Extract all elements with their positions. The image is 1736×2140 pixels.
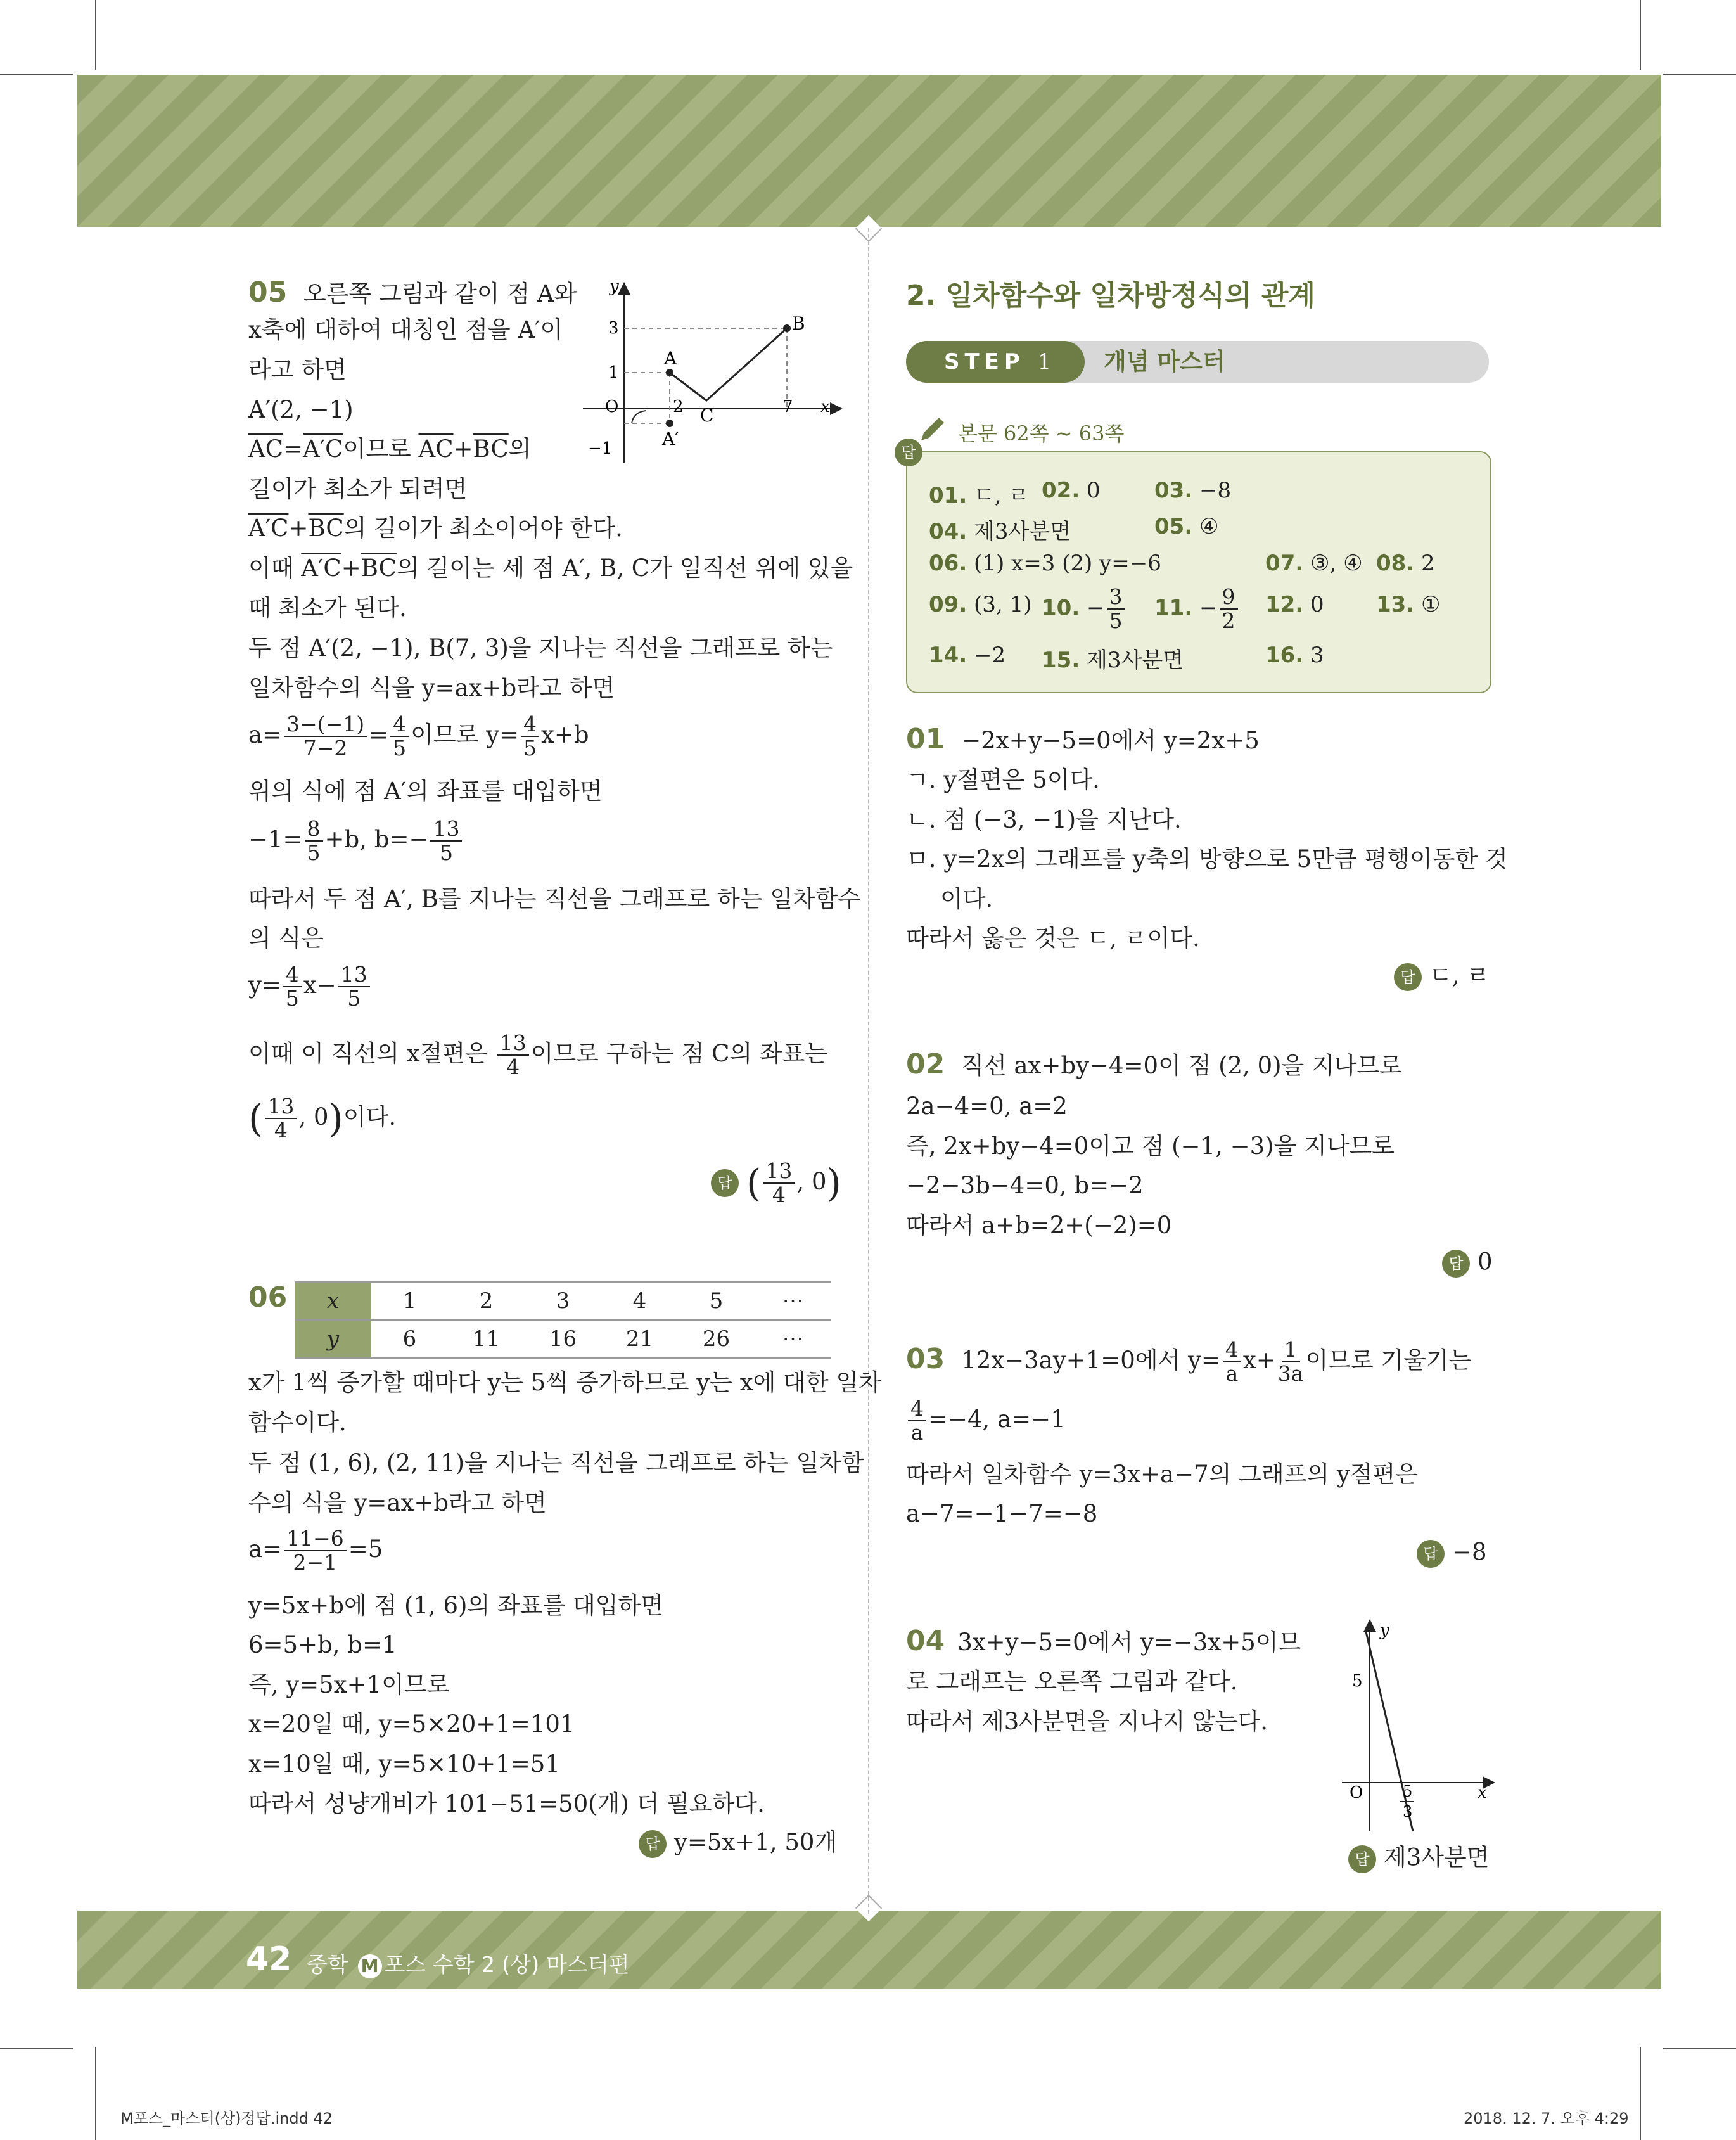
graph-04 [1337, 1619, 1495, 1835]
text-line: 라고 하면 [248, 356, 347, 383]
text-line: 두 점 A′(2, −1), B(7, 3)을 지나는 직선을 그래프로 하는 [248, 634, 833, 662]
crop-mark [1640, 0, 1641, 70]
svg-text:7: 7 [782, 397, 793, 416]
crop-mark [0, 2048, 73, 2049]
text-line: 이때 $A'C+\overline{BC}$의 길이는 세 점 A′, B, C가 일직선 위에 있을 [248, 554, 853, 582]
answer-badge: 답 [1394, 963, 1422, 991]
text-line: 6=5+b, b=1 [248, 1631, 397, 1658]
crop-mark [95, 2047, 96, 2140]
text-line: x=20일 때, y=5×20+1=101 [248, 1710, 575, 1738]
book-title: 중학 M 포스 수학 2 (상) 마스터편 [307, 1952, 630, 1978]
problem-01-line1: 01 −2x+y−5=0에서 y=2x+5 [906, 723, 1260, 755]
text-line: ㄱ. y절편은 5이다. [906, 766, 1100, 793]
text-line: a−7=−1−7=−8 [906, 1500, 1098, 1527]
svg-text:y: y [1380, 1621, 1389, 1640]
text-line: 따라서 제3사분면을 지나지 않는다. [906, 1708, 1268, 1735]
formula-line: −1= $\frac{8}{5}$ +b, b=− $\frac{13}{5}$ [248, 817, 464, 865]
svg-text:−1: −1 [588, 439, 613, 458]
section-title: 2. 일차함수와 일차방정식의 관계 [906, 279, 1315, 312]
svg-text:3: 3 [608, 319, 619, 338]
table-row: x 1 2 3 4 5 ⋯ [295, 1282, 831, 1320]
formula-line: $\frac{4}{a}$ =−4, a=−1 [906, 1397, 1066, 1445]
crop-mark [0, 74, 73, 75]
svg-text:5: 5 [1403, 1783, 1413, 1800]
text-line: 두 점 (1, 6), (2, 11)을 지나는 직선을 그래프로 하는 일차함 [248, 1449, 864, 1477]
problem-number: 05 [248, 276, 288, 309]
table-row: y 6 11 16 21 26 ⋯ [295, 1320, 831, 1358]
text-line: 따라서 성냥개비가 101−51=50(개) 더 필요하다. [248, 1790, 765, 1817]
text-line: 따라서 a+b=2+(−2)=0 [906, 1212, 1172, 1239]
print-file-info: M포스_마스터(상)정답.indd 42 [120, 2110, 333, 2127]
page-reference: 본문 62쪽 ~ 63쪽 [958, 421, 1125, 445]
answer-03: 답 −8 [1417, 1540, 1487, 1568]
svg-text:B: B [792, 313, 805, 334]
crop-mark [1663, 2048, 1736, 2049]
answer-badge: 답 [639, 1830, 667, 1858]
text-line: 즉, y=5x+1이므로 [248, 1671, 450, 1698]
column-divider [868, 228, 869, 1914]
text-line: ㄴ. 점 (−3, −1)을 지난다. [906, 806, 1182, 833]
answer-badge: 답 [1417, 1540, 1445, 1568]
svg-text:3: 3 [1403, 1803, 1413, 1821]
answer-badge: 답 [711, 1169, 739, 1197]
formula-line: 이때 이 직선의 x절편은 $\frac{13}{4}$ 이므로 구하는 점 C의 좌표는 [248, 1030, 828, 1080]
text-line: x=10일 때, y=5×10+1=51 [248, 1750, 560, 1778]
answer-06: 답 y=5x+1, 50개 [639, 1830, 837, 1858]
problem-02-line1: 02 직선 ax+by−4=0이 점 (2, 0)을 지나므로 [906, 1048, 1403, 1080]
crop-mark [95, 0, 96, 70]
crop-mark [1640, 2047, 1641, 2140]
text-line: 따라서 두 점 A′, B를 지나는 직선을 그래프로 하는 일차함수 [248, 885, 861, 913]
problem-03-line1: 03 12x−3ay+1=0에서 y= $\frac{4}{a}$ x+ $\frac{1}{3a}$ 이므로 기울기는 [906, 1337, 1472, 1387]
problem-05-line1: 05 오른쪽 그림과 같이 점 A와 [248, 276, 577, 309]
svg-text:1: 1 [608, 363, 619, 382]
svg-text:C: C [700, 405, 714, 426]
problem-04-line1: 04 3x+y−5=0에서 y=−3x+5이므 [906, 1625, 1301, 1657]
text-line: 수의 식을 y=ax+b라고 하면 [248, 1489, 547, 1516]
answer-badge: 답 [1442, 1250, 1470, 1278]
step-label: 개념 마스터 [1104, 348, 1225, 375]
text-line: $A'C+\overline{BC}$의 길이가 최소이어야 한다. [248, 515, 623, 542]
value-table [295, 1281, 831, 1359]
text-line: 2a−4=0, a=2 [906, 1092, 1068, 1120]
answer-05: 답 ( $\frac{13}{4}$ , 0) [711, 1160, 841, 1207]
answer-box: 답 01. ㄷ, ㄹ 02. 0 03. −8 04. 제3사분면 05. ④ 06. (1) x=3 (2) y=−6 07. ③, ④ 08. 2 09. (3, 1) 10. − $\frac{3}{5}$ 11. − $\frac{9}{2}$ 12. 0 13. ① 14. −2 15. 제3사분면 16. 3 [906, 451, 1491, 693]
text-line: ㅁ. y=2x의 그래프를 y축의 방향으로 5만큼 평행이동한 것 [906, 845, 1508, 873]
text-line: A′(2, −1) [248, 396, 354, 423]
text-line: 길이가 최소가 되려면 [248, 475, 468, 503]
text-line: 따라서 일차함수 y=3x+a−7의 그래프의 y절편은 [906, 1461, 1418, 1488]
svg-text:O: O [605, 397, 619, 416]
formula-line: y= $\frac{4}{5}$ x− $\frac{13}{5}$ [248, 963, 372, 1011]
formula-line: a= $\frac{3-(-1)}{7-2}$ = $\frac{4}{5}$ 이므로 y= $\frac{4}{5}$ x+b [248, 712, 589, 761]
answer-04: 답 제3사분면 [1348, 1845, 1490, 1873]
text-line: −2−3b−4=0, b=−2 [906, 1172, 1144, 1199]
step-pill: STEP 1 [906, 341, 1085, 383]
axis-label-y: y [610, 279, 619, 296]
crop-mark [1663, 74, 1736, 75]
svg-text:5: 5 [1352, 1672, 1363, 1691]
page-number: 42 [246, 1940, 292, 1978]
text-line: $\overline{AC}=A'C$이므로 $\overline{AC}+\overline{BC}$의 [248, 435, 532, 463]
step-bar [906, 341, 1489, 383]
text-line: 때 최소가 된다. [248, 594, 407, 622]
m-logo-icon: M [358, 1954, 382, 1978]
formula-line: ( $\frac{13}{4}$ , 0)이다. [248, 1094, 397, 1143]
pencil-icon [917, 415, 947, 444]
axis-label-x: x [820, 397, 830, 416]
text-line: 이다. [940, 885, 993, 913]
text-line: y=5x+b에 점 (1, 6)의 좌표를 대입하면 [248, 1592, 663, 1619]
svg-text:x: x [1478, 1783, 1487, 1802]
print-date-info: 2018. 12. 7. 오후 4:29 [1464, 2110, 1629, 2127]
text-line: 따라서 옳은 것은 ㄷ, ㄹ이다. [906, 925, 1200, 952]
svg-text:A′: A′ [662, 428, 679, 449]
svg-text:A: A [664, 348, 677, 369]
header-band [77, 75, 1661, 227]
problem-06-number: 06 [248, 1281, 288, 1314]
svg-text:2: 2 [673, 397, 684, 416]
graph-05 [570, 279, 843, 469]
text-line: 의 식은 [248, 925, 324, 952]
text-line: x가 1씩 증가할 때마다 y는 5씩 증가하므로 y는 x에 대한 일차 [248, 1369, 881, 1396]
formula-line: a= $\frac{11-6}{2-1}$ =5 [248, 1526, 383, 1575]
text-line: 위의 식에 점 A′의 좌표를 대입하면 [248, 778, 603, 805]
text-line: 로 그래프는 오른쪽 그림과 같다. [906, 1668, 1238, 1695]
text-line: x축에 대하여 대칭인 점을 A′이 [248, 316, 563, 343]
answer-02: 답 0 [1442, 1250, 1493, 1278]
text-line: 즉, 2x+by−4=0이고 점 (−1, −3)을 지나므로 [906, 1132, 1395, 1160]
text-line: 함수이다. [248, 1409, 347, 1436]
svg-text:O: O [1350, 1783, 1363, 1802]
answer-badge: 답 [1348, 1845, 1376, 1873]
answer-badge: 답 [895, 439, 922, 466]
text-line: 일차함수의 식을 y=ax+b라고 하면 [248, 674, 615, 702]
answer-01: 답 ㄷ, ㄹ [1394, 963, 1490, 991]
